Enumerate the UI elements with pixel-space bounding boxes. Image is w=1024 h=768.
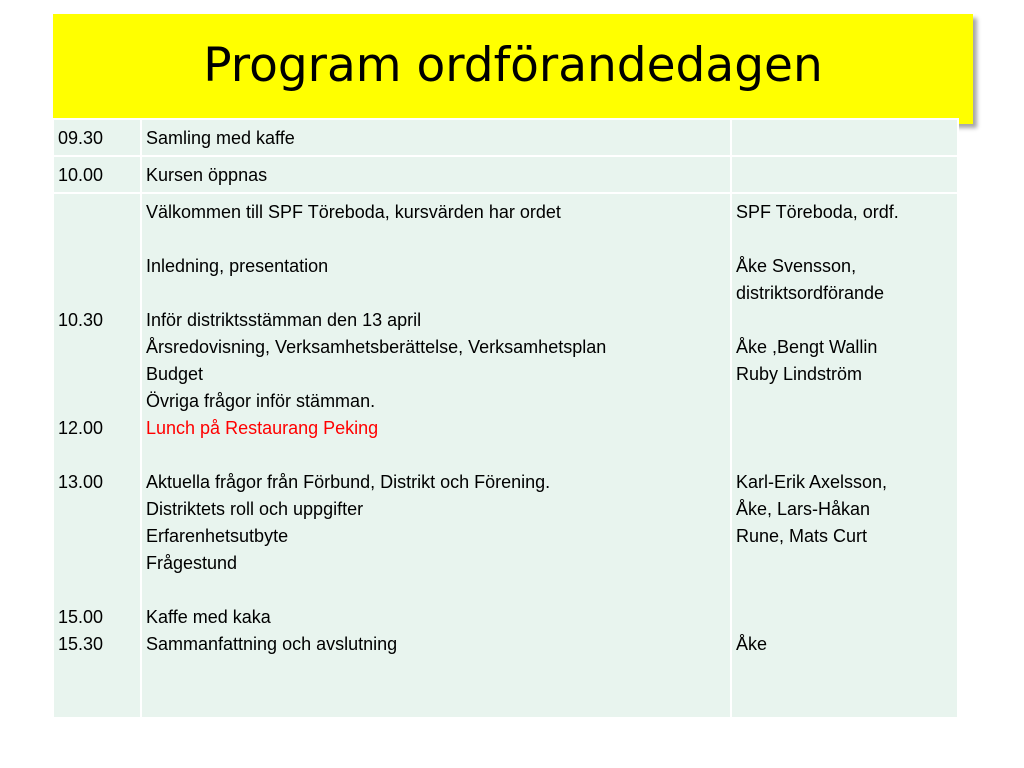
person-line: Åke Svensson,: [736, 256, 857, 276]
person-line: [736, 388, 953, 415]
person-cell: [731, 119, 958, 156]
time-line: [58, 523, 136, 550]
person-line: distriktsordförande: [736, 283, 885, 303]
time-cell: 09.30: [53, 119, 141, 156]
lunch-highlight-line: Lunch på Restaurang Peking: [146, 418, 379, 438]
page-title: Program ordförandedagen: [203, 38, 823, 93]
activity-column: [141, 193, 731, 718]
person-line: Åke: [736, 634, 768, 654]
time-line: [58, 334, 136, 361]
time-line: [58, 226, 136, 253]
activity-line: Kaffe med kaka: [146, 607, 271, 627]
time-line: [58, 361, 136, 388]
activity-cell: Samling med kaffe: [141, 119, 731, 156]
person-line: [736, 550, 953, 577]
activity-line: [146, 577, 726, 604]
person-column: [731, 193, 958, 718]
time-line: [58, 388, 136, 415]
program-table: [52, 118, 959, 719]
time-line: [58, 496, 136, 523]
table-row: [53, 119, 958, 156]
activity-line: Inför distriktsstämman den 13 april: [146, 310, 422, 330]
activity-line: [146, 226, 726, 253]
person-line: Åke ,Bengt Wallin: [736, 337, 878, 357]
activity-line: Distriktets roll och uppgifter: [146, 499, 364, 519]
time-line: 15.30: [58, 634, 104, 654]
time-line: [58, 280, 136, 307]
activity-line: Välkommen till SPF Töreboda, kursvärden har ordet: [146, 202, 561, 222]
person-line: [736, 307, 953, 334]
activity-cell: Kursen öppnas: [141, 156, 731, 193]
person-line: Ruby Lindström: [736, 364, 863, 384]
time-line: 12.00: [58, 418, 104, 438]
time-column: [53, 193, 141, 718]
person-cell: [731, 156, 958, 193]
activity-line: Budget: [146, 364, 204, 384]
person-line: Åke, Lars-Håkan: [736, 499, 871, 519]
activity-line: Sammanfattning och avslutning: [146, 634, 398, 654]
table-row: [53, 193, 958, 718]
time-line: [58, 577, 136, 604]
person-line: [736, 577, 953, 604]
activity-line: Inledning, presentation: [146, 256, 329, 276]
activity-line: Årsredovisning, Verksamhetsberättelse, Verksamhetsplan: [146, 337, 607, 357]
time-line: [58, 550, 136, 577]
person-line: Rune, Mats Curt: [736, 526, 868, 546]
person-line: [736, 442, 953, 469]
person-line: [736, 415, 953, 442]
person-line: Karl-Erik Axelsson,: [736, 472, 888, 492]
time-line: 13.00: [58, 472, 104, 492]
activity-line: [146, 280, 726, 307]
activity-line: Aktuella frågor från Förbund, Distrikt och Förening.: [146, 472, 551, 492]
time-line: 10.30: [58, 310, 104, 330]
time-line: [58, 442, 136, 469]
time-line: [58, 199, 136, 226]
table-row: [53, 156, 958, 193]
activity-line: Övriga frågor inför stämman.: [146, 391, 376, 411]
activity-line: [146, 442, 726, 469]
time-cell: 10.00: [53, 156, 141, 193]
activity-line: Frågestund: [146, 553, 238, 573]
time-line: [58, 253, 136, 280]
person-line: [736, 226, 953, 253]
person-line: [736, 604, 953, 631]
person-line: SPF Töreboda, ordf.: [736, 202, 899, 222]
time-line: 15.00: [58, 607, 104, 627]
activity-line: Erfarenhetsutbyte: [146, 526, 289, 546]
